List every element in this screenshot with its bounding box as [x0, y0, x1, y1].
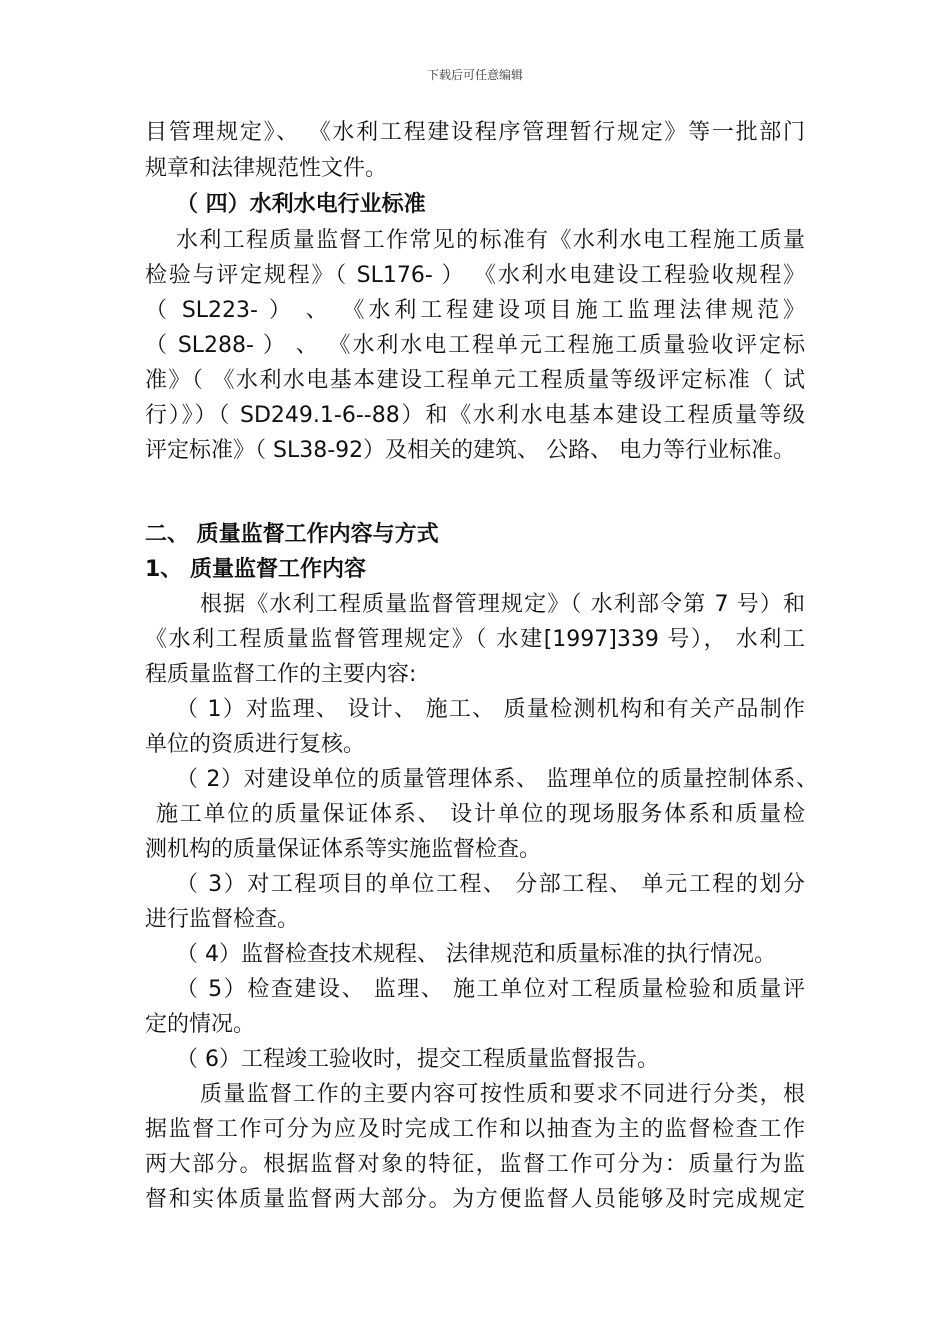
section-heading: （ 四）水利水电行业标准 — [176, 192, 426, 217]
list-item-line: 定的情况。 — [145, 1012, 256, 1037]
paragraph-line: （ SL223- ） 、 《水利工程建设项目施工监理法律规范》 — [145, 298, 805, 323]
paragraph-line: 程质量监督工作的主要内容: — [145, 662, 417, 687]
paragraph-line: （ SL288- ） 、 《水利水电工程单元工程施工质量验收评定标 — [145, 333, 805, 358]
paragraph-line: 评定标准》（ SL38-92）及相关的建筑、 公路、 电力等行业标准。 — [145, 438, 796, 463]
paragraph-line: 水利工程质量监督工作常见的标准有《水利水电工程施工质量 — [176, 228, 805, 253]
paragraph-line: 准》（ 《水利水电基本建设工程单元工程质量等级评定标准（ 试 — [145, 368, 805, 393]
section-heading: 二、 质量监督工作内容与方式 — [145, 522, 439, 547]
list-item-line: 施工单位的质量保证体系、 设计单位的现场服务体系和质量检 — [156, 802, 805, 827]
paragraph-line: 督和实体质量监督两大部分。为方便监督人员能够及时完成规定 — [145, 1187, 805, 1212]
paragraph-line: 规章和法律规范性文件。 — [145, 156, 388, 181]
paragraph-line: 《水利工程质量监督管理规定》（ 水建[1997]339 号）， 水利工 — [145, 627, 805, 652]
list-item-line: （ 4）监督检查技术规程、 法律规范和质量标准的执行情况。 — [176, 942, 776, 967]
paragraph-line: 检验与评定规程》（ SL176- ） 《水利水电建设工程验收规程》 — [145, 263, 805, 288]
paragraph-line: 据监督工作可分为应及时完成工作和以抽查为主的监督检查工作 — [145, 1117, 805, 1142]
list-item-line: （ 2）对建设单位的质量管理体系、 监理单位的质量控制体系、 — [176, 767, 818, 792]
list-item-line: （ 6）工程竣工验收时，提交工程质量监督报告。 — [176, 1047, 659, 1072]
page-header-note: 下载后可任意编辑 — [426, 68, 523, 82]
list-item-line: （ 3）对工程项目的单位工程、 分部工程、 单元工程的划分 — [176, 872, 805, 897]
list-item-line: 测机构的质量保证体系等实施监督检查。 — [145, 837, 542, 862]
list-item-line: （ 1）对监理、 设计、 施工、 质量检测机构和有关产品制作 — [176, 697, 805, 722]
list-item-line: 进行监督检查。 — [145, 907, 300, 932]
list-item-line: 单位的资质进行复核。 — [145, 732, 366, 757]
list-item-line: （ 5）检查建设、 监理、 施工单位对工程质量检验和质量评 — [176, 977, 805, 1002]
paragraph-line: 行）》）（ SD249.1-6--88）和《水利水电基本建设工程质量等级 — [145, 403, 805, 428]
paragraph-line: 质量监督工作的主要内容可按性质和要求不同进行分类，根 — [200, 1082, 805, 1107]
paragraph-line: 两大部分。根据监督对象的特征，监督工作可分为：质量行为监 — [145, 1152, 805, 1177]
subsection-heading: 1、 质量监督工作内容 — [145, 557, 366, 582]
paragraph-line: 目管理规定》、 《水利工程建设程序管理暂行规定》等一批部门 — [145, 120, 805, 145]
paragraph-line: 根据《水利工程质量监督管理规定》（ 水利部令第 7 号）和 — [200, 592, 805, 617]
